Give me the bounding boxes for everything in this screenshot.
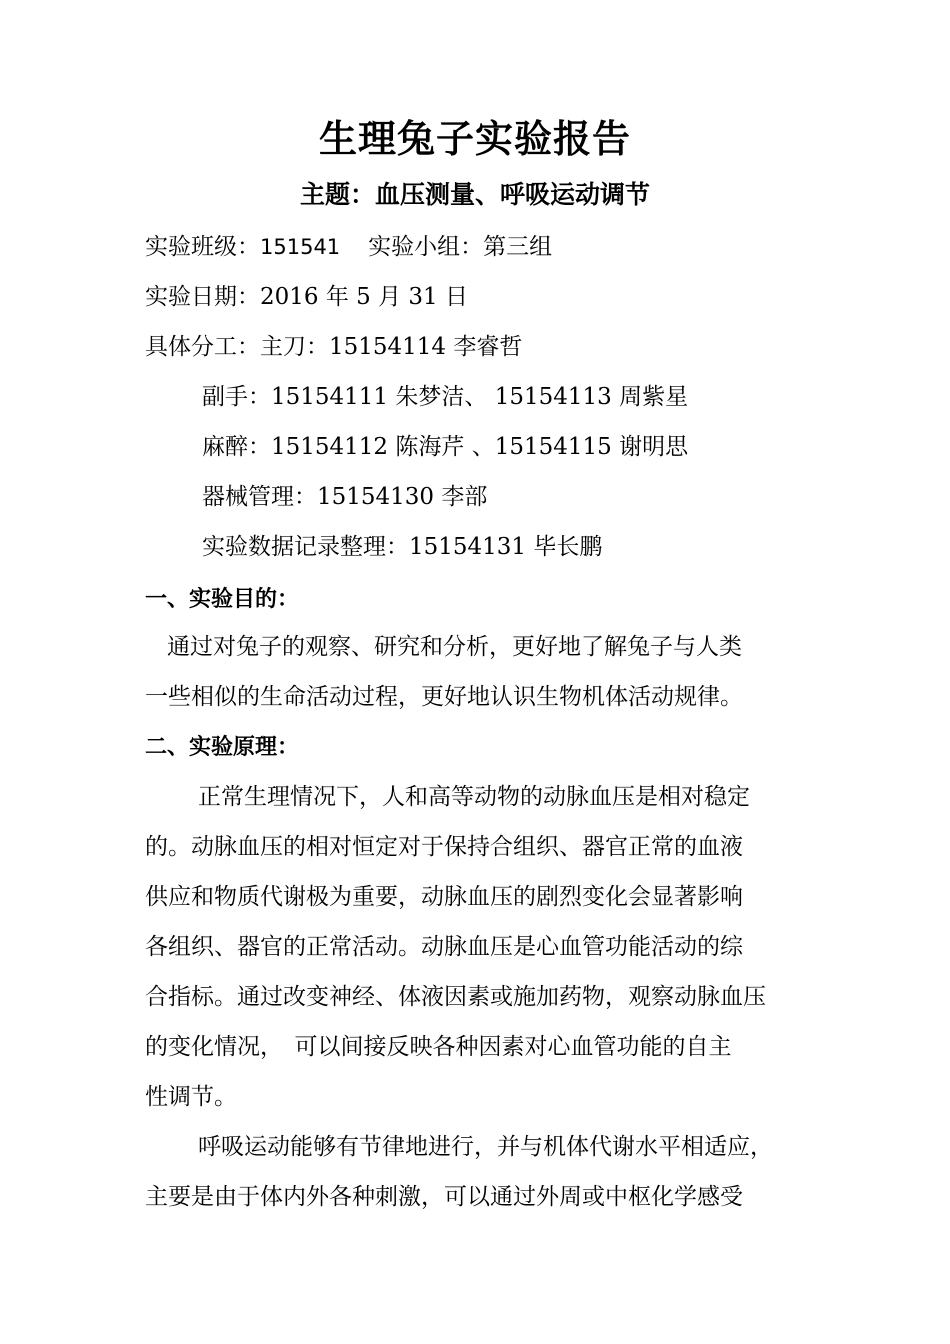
purpose-heading: 一、实验目的： xyxy=(145,586,300,612)
group-value: 第三组 xyxy=(483,234,553,260)
principle-line: 各组织、器官的正常活动。动脉血压是心血管功能活动的综 xyxy=(145,934,743,960)
anesthesia-label: 麻醉： xyxy=(202,434,271,460)
equipment-label: 器械管理： xyxy=(202,484,317,510)
surgeon-value: 15154114 李睿哲 xyxy=(329,334,523,360)
assistant-line xyxy=(202,386,688,409)
document-title: 生理兔子实验报告 xyxy=(318,116,631,161)
principle-line: 性调节。 xyxy=(145,1084,237,1110)
principle-line: 呼吸运动能够有节律地进行，并与机体代谢水平相适应， xyxy=(198,1134,773,1160)
class-group-line xyxy=(145,236,552,259)
anesthesia-value: 15154112 陈海芹 、15154115 谢明思 xyxy=(271,434,689,460)
date-label: 实验日期： xyxy=(145,284,260,310)
division-line xyxy=(145,336,522,359)
records-value: 15154131 毕长鹏 xyxy=(409,534,603,560)
records-line xyxy=(202,536,602,559)
principle-line: 合指标。通过改变神经、体液因素或施加药物，观察动脉血压 xyxy=(145,984,766,1010)
date-value: 2016 年 5 月 31 日 xyxy=(260,284,468,310)
principle-line: 的。动脉血压的相对恒定对于保持合组织、器官正常的血液 xyxy=(145,834,743,860)
principle-line: 供应和物质代谢极为重要，动脉血压的剧烈变化会显著影响 xyxy=(145,884,743,910)
date-line xyxy=(145,286,468,309)
purpose-line: 一些相似的生命活动过程，更好地认识生物机体活动规律。 xyxy=(145,684,743,710)
principle-line: 正常生理情况下，人和高等动物的动脉血压是相对稳定 xyxy=(198,784,750,810)
purpose-line: 通过对兔子的观察、研究和分析，更好地了解兔子与人类 xyxy=(167,634,742,660)
group-label: 实验小组： xyxy=(368,234,484,260)
class-value: 151541 xyxy=(260,235,341,259)
assistant-value: 15154111 朱梦洁、 15154113 周紫星 xyxy=(271,384,689,410)
equipment-line xyxy=(202,486,487,509)
principle-heading: 二、实验原理： xyxy=(145,734,300,760)
surgeon-label: 主刀： xyxy=(260,334,329,360)
assistant-label: 副手： xyxy=(202,384,271,410)
principle-line: 主要是由于体内外各种刺激，可以通过外周或中枢化学感受 xyxy=(145,1184,743,1210)
division-label: 具体分工： xyxy=(145,334,260,360)
document-subtitle: 主题：血压测量、呼吸运动调节 xyxy=(299,180,650,209)
anesthesia-line xyxy=(202,436,688,459)
equipment-value: 15154130 李部 xyxy=(317,484,488,510)
records-label: 实验数据记录整理： xyxy=(202,534,409,560)
principle-line: 的变化情况， 可以间接反映各种因素对心血管功能的自主 xyxy=(145,1034,732,1060)
class-label: 实验班级： xyxy=(145,234,260,260)
